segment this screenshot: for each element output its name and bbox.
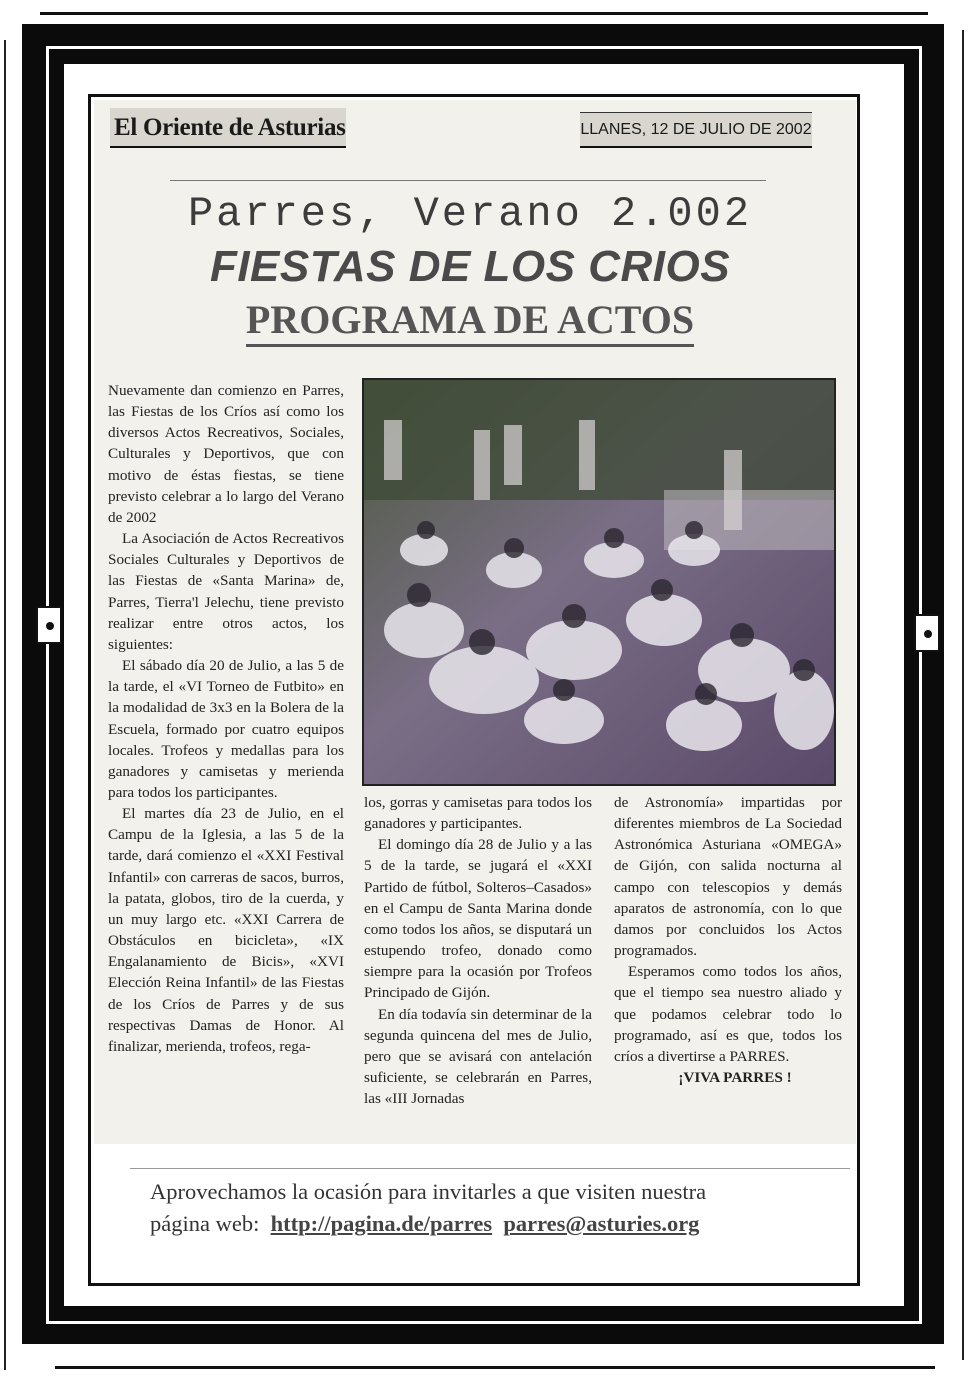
footer-line-1: Aprovechamos la ocasión para invitarles a que visiten nuestra [150, 1179, 707, 1204]
paragraph: de Astronomía» impartidas por diferentes miembros de La Sociedad Astronómica Asturiana «OMEGA» de Gijón, con salida nocturna al campo con telescopios y demás aparatos de astronomía, con lo que damos por concluidos los Actos programados. [614, 794, 842, 960]
article-column-3 [614, 792, 842, 1088]
paragraph: La Asociación de Actos Recreativos Sociales Culturales y Deportivos de las Fiestas de «Santa Marina» de, Parres, Tierra'l Jelechu, tiene previsto realizar entre otros actos, los siguientes: [108, 530, 344, 653]
bottom-border-line [55, 1366, 935, 1369]
paragraph: El domingo día 28 de Julio y a las 5 de la tarde, se jugará el «XXI Partido de fútbol, Solteros–Casados» en el Campu de Santa Marina donde como todos los años, se disputará un estupendo trofeo, donado como siempre para la ocasión por Trofeos Principado de Gijón. [364, 836, 592, 1002]
paragraph: En día todavía sin determinar de la segunda quincena del mes de Julio, pero que se avisará con antelación suficiente, se celebrarán en Parres, las «III Jornadas [364, 1005, 592, 1108]
footer-web-label: página web: [150, 1211, 260, 1236]
article-column-2 [364, 792, 592, 1109]
crowd-photo [362, 378, 836, 786]
top-border-line [40, 12, 928, 15]
footer-invitation [150, 1176, 850, 1240]
email-link[interactable]: parres@asturies.org [503, 1211, 700, 1236]
paragraph: El sábado día 20 de Julio, a las 5 de la tarde, el «VI Torneo de Futbito» en la modalidad de 3x3 en la Bolera de la Escuela, formado por cuatro equipos locales. Trofeos y medallas para los ganadores y camisetas y merienda para todos los participantes. [108, 657, 344, 801]
website-link[interactable]: http://pagina.de/parres [270, 1211, 493, 1236]
footer-rule [130, 1168, 850, 1169]
dateline: LLANES, 12 DE JULIO DE 2002 [580, 112, 812, 148]
crowd-photo-illustration [364, 380, 834, 784]
footer-line-2 [150, 1208, 850, 1240]
header-rule [170, 180, 766, 181]
headline-line1: Parres, Verano 2.002 [187, 190, 753, 238]
newspaper-masthead: El Oriente de Asturias [110, 108, 346, 148]
headline-line3 [150, 294, 790, 346]
paragraph: los, gorras y camisetas para todos los ganadores y participantes. [364, 794, 592, 833]
right-binder-hole-icon [914, 614, 940, 652]
headline-line3-text: PROGRAMA DE ACTOS [246, 297, 694, 347]
headline-line2: FIESTAS DE LOS CRIOS [209, 242, 731, 291]
right-edge-line [962, 30, 964, 1360]
article-column-1 [108, 380, 344, 1057]
left-binder-hole-icon [36, 606, 62, 644]
paragraph: Nuevamente dan comienzo en Parres, las Fiestas de los Críos así como los diversos Actos Recreativos, Sociales, Culturales y Deportivos, que con motivo de éstas fiestas, se tiene previsto celebrar a lo largo del Verano de 2002 [108, 382, 344, 526]
signoff: ¡VIVA PARRES ! [678, 1069, 792, 1087]
paragraph: El martes día 23 de Julio, en el Campu de la Iglesia, a las 5 de la tarde, dará comienzo el «XXI Festival Infantil» con carreras de sacos, burros, la patata, globos, tiro de la cuerda, y un muy largo etc. «XXI Carrera de Obstáculos en bicicleta», «IX Engalanamiento de Bicis», «XVI Elección Reina Infantil» de las Fiestas de los Críos de Parres y de sus respectivas Damas de Honor. Al finalizar, merienda, trofeos, rega- [108, 805, 344, 1055]
left-edge-line [4, 40, 6, 1370]
paragraph: Esperamos como todos los años, que el tiempo sea nuestro aliado y que podamos celebrar todo lo programado, así es que, todos los críos a divertirse a PARRES. [614, 963, 842, 1065]
